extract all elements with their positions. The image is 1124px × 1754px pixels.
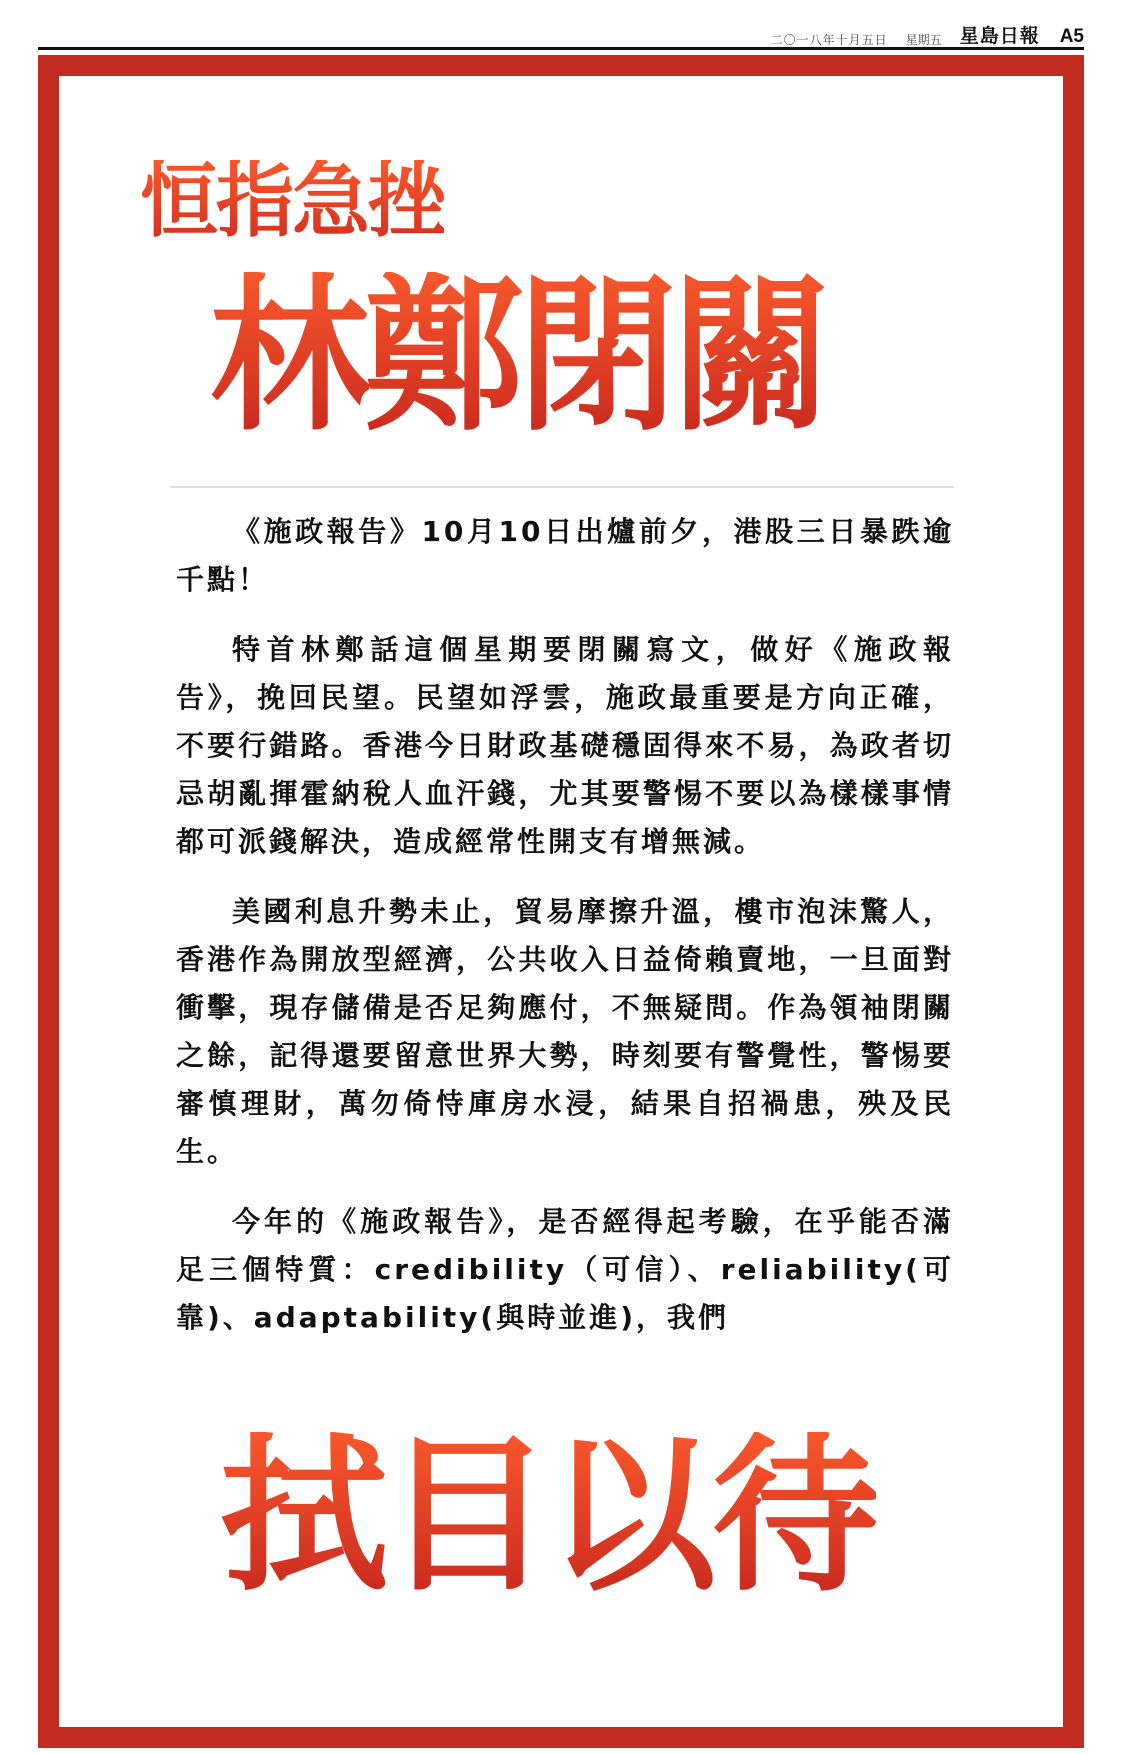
headline-closing: 拭目以待 [220,1418,876,1614]
masthead [771,22,1084,48]
issue-weekday: 星期五 [905,33,942,47]
headline-kicker: 恒指急挫 [140,153,445,249]
issue-date: 二〇一八年十月五日 [770,33,888,47]
article-paragraph: 今年的《施政報告》，是否經得起考驗，在乎能否滿足三個特質：credibility（可信）、reliability(可靠)、adaptability(與時並進)，我們 [176,1205,954,1334]
masthead-rule [38,47,1084,50]
newspaper-name: 星島日報 [959,25,1040,47]
article-paragraph: 《施政報告》10月10日出爐前夕，港股三日暴跌逾千點！ [176,515,954,596]
article-paragraph: 美國利息升勢未止，貿易摩擦升溫，樓市泡沫驚人，香港作為開放型經濟，公共收入日益倚賴賣地，一旦面對衝擊，現存儲備是否足夠應付，不無疑問。作為領袖閉關之餘，記得還要留意世界大勢，時刻要有警覺性，警惕要審慎理財，萬勿倚恃庫房水浸，結果自招禍患，殃及民生。 [176,895,954,1168]
page-number: A5 [1059,26,1084,47]
headline-main: 林鄭閉關 [210,272,894,440]
article-body [176,508,954,1342]
article-paragraph: 特首林鄭話這個星期要閉關寫文，做好《施政報告》，挽回民望。民望如浮雲，施政最重要是方向正確，不要行錯路。香港今日財政基礎穩固得來不易，為政者切忌胡亂揮霍納稅人血汗錢，尤其要警惕不要以為樣樣事情都可派錢解決，造成經常性開支有增無減。 [176,633,954,858]
headline-divider [170,486,954,488]
